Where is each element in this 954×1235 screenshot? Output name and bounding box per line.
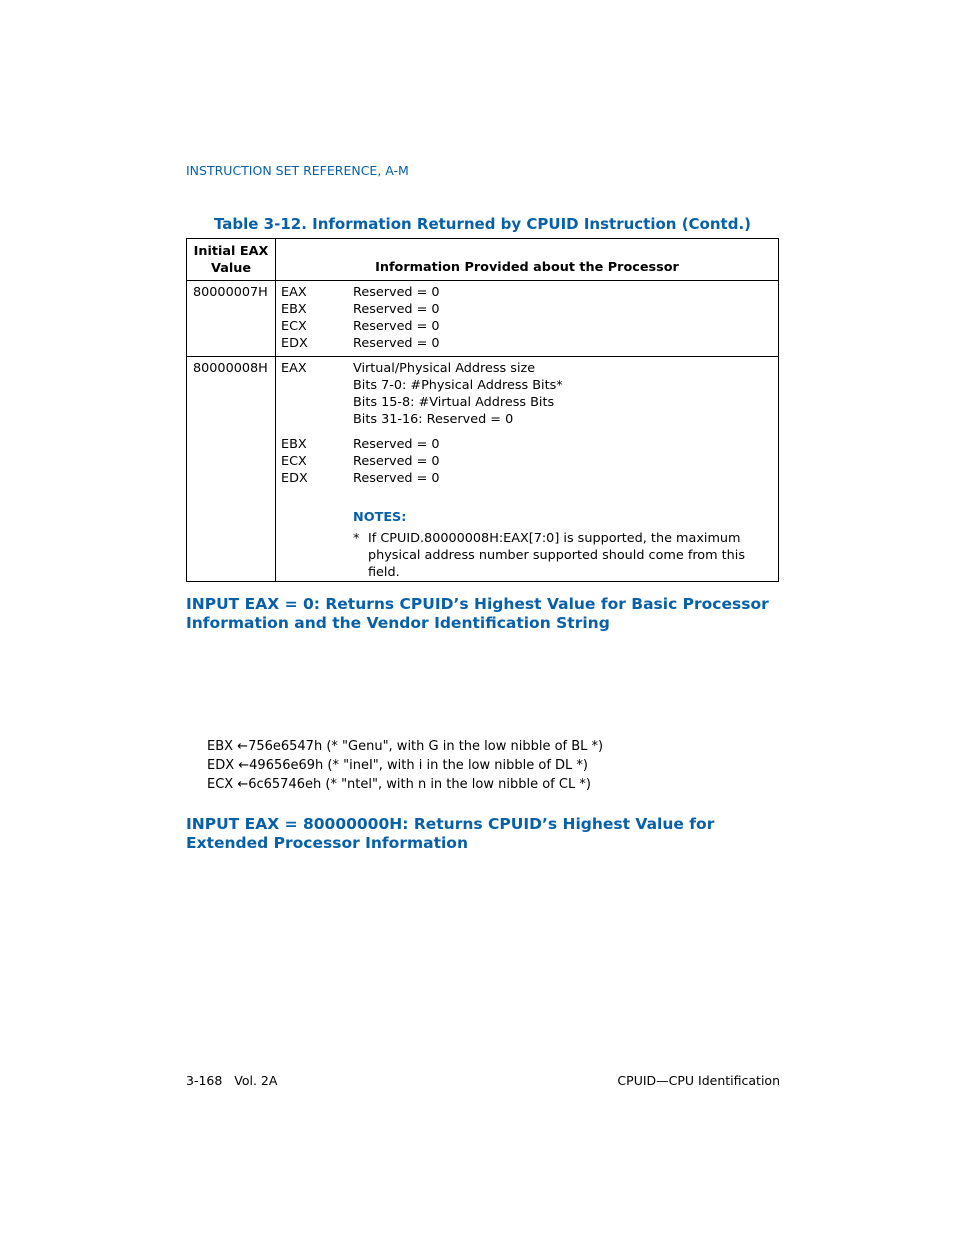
register-line: [276, 470, 778, 487]
section-heading-eax-0: INPUT EAX = 0: Returns CPUID’s Highest Value for Basic Processor Information and the Vendor Identification String: [186, 595, 769, 632]
register-info: Bits 31-16: Reserved = 0: [353, 412, 514, 427]
register-info: Reserved = 0: [353, 336, 440, 351]
register-info: Bits 15-8: #Virtual Address Bits: [353, 395, 555, 410]
register-info: Virtual/Physical Address size: [353, 361, 536, 376]
table-header-row: [187, 239, 779, 281]
column-header-information: Information Provided about the Processor: [276, 239, 779, 281]
register-info: Reserved = 0: [353, 437, 440, 452]
register-line: [276, 394, 778, 411]
running-head: INSTRUCTION SET REFERENCE, A-M: [186, 163, 409, 178]
register-name: EBX: [281, 302, 307, 317]
register-info: Reserved = 0: [353, 319, 440, 334]
register-line: [276, 453, 778, 470]
footer-section-title: CPUID—CPU Identification: [617, 1073, 780, 1088]
register-line: [276, 284, 778, 301]
code-line: EDX ←49656e69h (* "ineI", with i in the low nibble of DL *): [207, 758, 588, 773]
cpuid-info-table: [186, 238, 779, 582]
register-line: [276, 335, 778, 352]
info-cell: [276, 357, 779, 582]
register-info: Bits 7-0: #Physical Address Bits*: [353, 378, 563, 393]
table-note: [276, 530, 778, 581]
register-line: [276, 411, 778, 428]
register-line: [276, 360, 778, 377]
register-line: [276, 318, 778, 335]
eax-value-cell: 80000008H: [187, 357, 276, 582]
register-line: [276, 301, 778, 318]
register-name: EDX: [281, 471, 308, 486]
register-line: [276, 377, 778, 394]
table-title: Table 3-12. Information Returned by CPUID Instruction (Contd.): [213, 215, 752, 233]
register-name: ECX: [281, 454, 307, 469]
register-line: [276, 436, 778, 453]
info-cell: [276, 281, 779, 357]
register-info: Reserved = 0: [353, 285, 440, 300]
register-info: Reserved = 0: [353, 454, 440, 469]
footer-page-number: 3-168 Vol. 2A: [186, 1073, 278, 1088]
register-info: Reserved = 0: [353, 302, 440, 317]
code-line: EBX ←756e6547h (* "Genu", with G in the low nibble of BL *): [207, 739, 604, 754]
note-marker: *: [353, 531, 360, 546]
note-text: If CPUID.80000008H:EAX[7:0] is supported, the maximum physical address number supported should come from this field.: [368, 531, 746, 580]
section-heading-eax-80000000h: INPUT EAX = 80000000H: Returns CPUID’s Highest Value for Extended Processor Information: [186, 815, 715, 852]
register-name: EBX: [281, 437, 307, 452]
eax-value-cell: 80000007H: [187, 281, 276, 357]
register-name: EAX: [281, 361, 307, 376]
register-info: Reserved = 0: [353, 471, 440, 486]
register-name: ECX: [281, 319, 307, 334]
register-name: EDX: [281, 336, 308, 351]
code-line: ECX ←6c65746eh (* "ntel", with n in the low nibble of CL *): [207, 777, 591, 792]
code-block: [207, 737, 603, 794]
table-row: [187, 281, 779, 357]
table-row: [187, 357, 779, 582]
notes-heading: NOTES:: [353, 510, 407, 525]
register-name: EAX: [281, 285, 307, 300]
column-header-initial-eax: Initial EAX Value: [187, 239, 276, 281]
